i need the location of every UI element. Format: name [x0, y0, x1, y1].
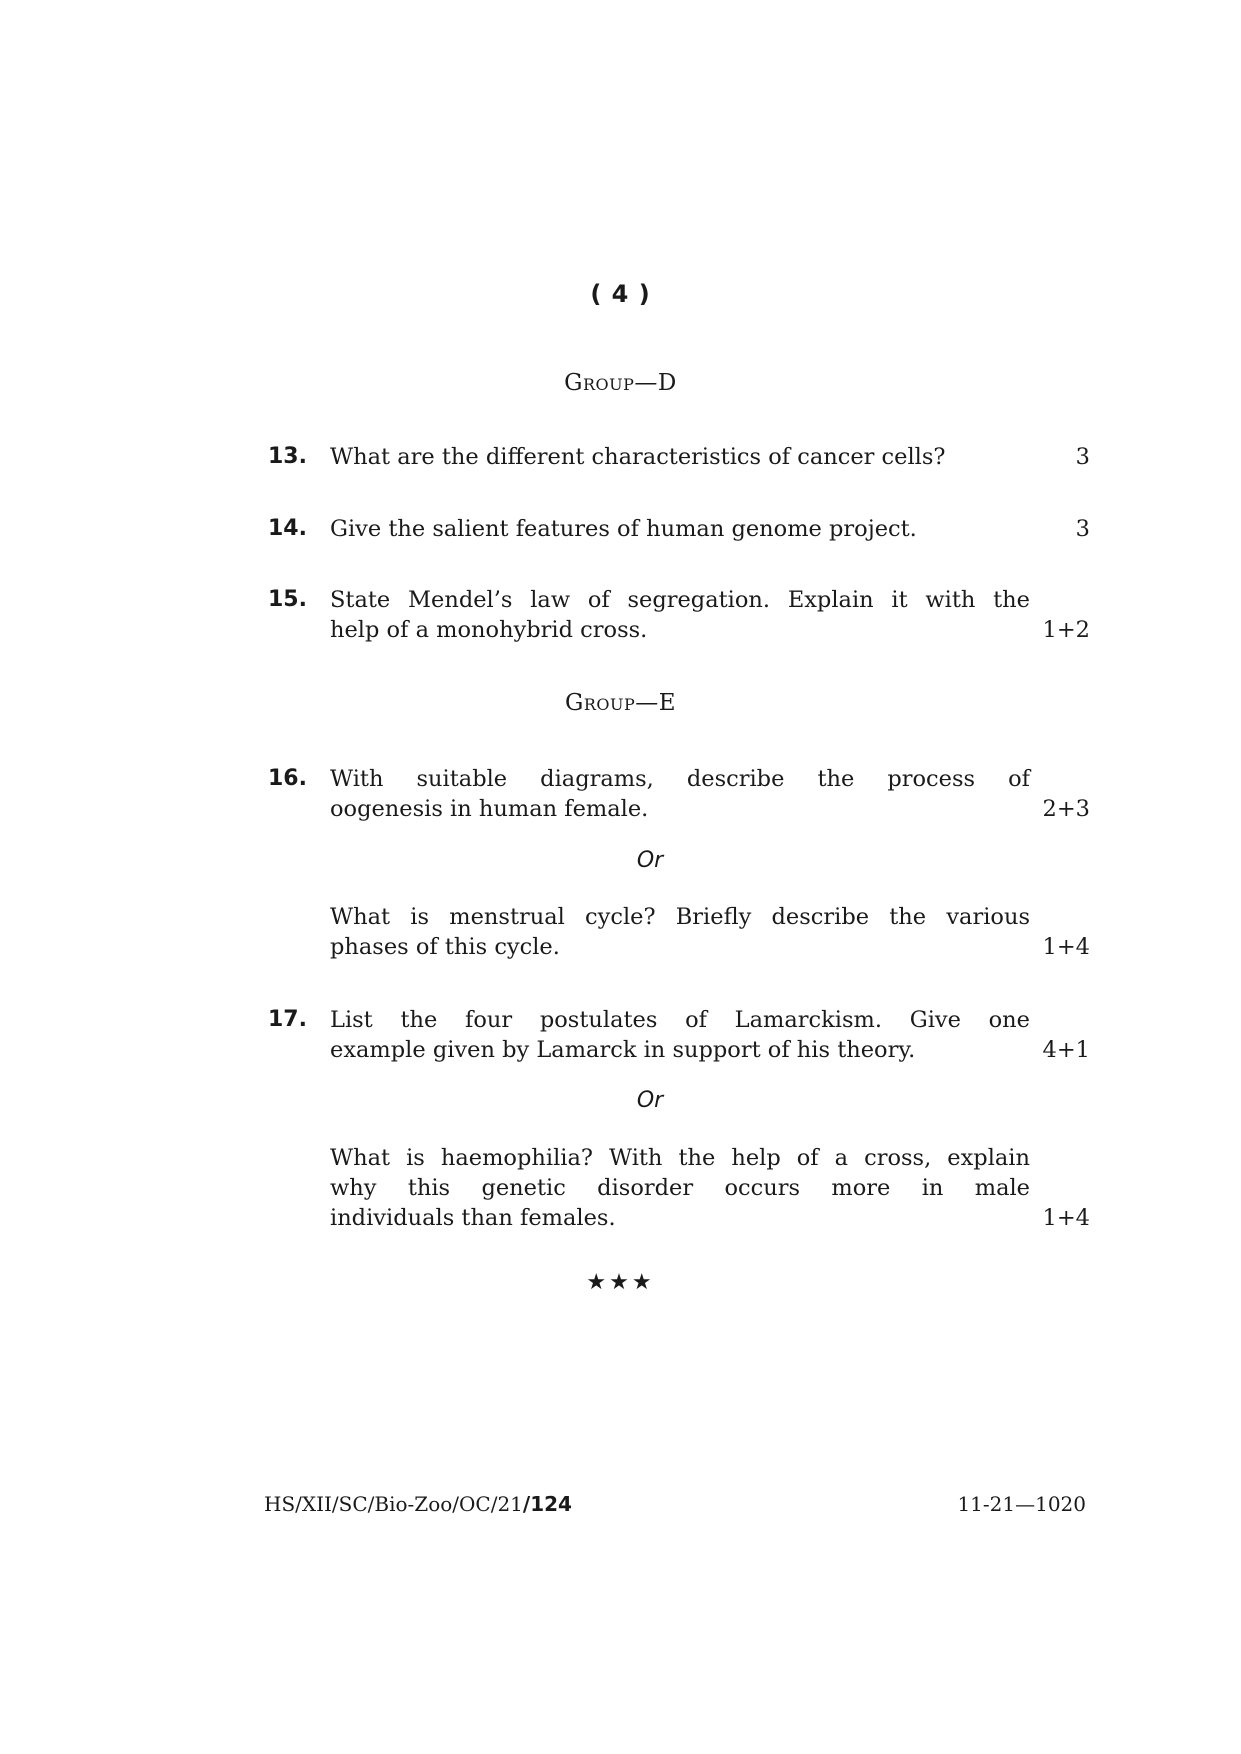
question-line: What is menstrual cycle? Briefly describe the various: [330, 904, 1030, 930]
footer-code-suffix: /124: [522, 1492, 572, 1516]
or-separator: Or: [636, 1088, 664, 1113]
question-text: [330, 442, 1030, 472]
group-d-heading: Group—D: [564, 370, 677, 396]
question-text: [330, 902, 1030, 962]
question-text: [330, 1143, 1030, 1233]
question-text: [330, 1005, 1030, 1065]
or-separator: Or: [636, 848, 664, 873]
question-text: [330, 514, 1030, 544]
question-number: 14.: [268, 516, 307, 541]
question-marks: 2+3: [1042, 796, 1090, 822]
question-line: With suitable diagrams, describe the process of: [330, 766, 1030, 792]
question-marks: 3: [1075, 516, 1090, 542]
question-text: [330, 764, 1030, 824]
question-line: State Mendel’s law of segregation. Explain it with the: [330, 587, 1030, 613]
question-line: help of a monohybrid cross.: [330, 617, 648, 643]
footer-print-code: 11-21—1020: [957, 1492, 1086, 1516]
question-line: What is haemophilia? With the help of a cross, explain: [330, 1145, 1030, 1171]
question-marks: 1+4: [1042, 1205, 1090, 1231]
question-marks: 1+2: [1042, 617, 1090, 643]
question-marks: 4+1: [1042, 1037, 1090, 1063]
footer-paper-code: [264, 1492, 572, 1516]
question-line: List the four postulates of Lamarckism. Give one: [330, 1007, 1030, 1033]
group-e-heading: Group—E: [564, 690, 677, 716]
question-line: why this genetic disorder occurs more in male: [330, 1175, 1030, 1201]
footer-code-prefix: HS/XII/SC/Bio-Zoo/OC/21: [264, 1492, 523, 1516]
question-number: 16.: [268, 766, 307, 791]
question-marks: 3: [1075, 444, 1090, 470]
question-line: What are the different characteristics of cancer cells?: [330, 444, 946, 470]
question-line: oogenesis in human female.: [330, 796, 649, 822]
question-line: individuals than females.: [330, 1205, 616, 1231]
question-number: 15.: [268, 587, 307, 612]
question-number: 17.: [268, 1007, 307, 1032]
question-marks: 1+4: [1042, 934, 1090, 960]
page-number: ( 4 ): [590, 280, 651, 308]
question-line: example given by Lamarck in support of his theory.: [330, 1037, 916, 1063]
question-number: 13.: [268, 444, 307, 469]
question-line: Give the salient features of human genome project.: [330, 516, 917, 542]
question-line: phases of this cycle.: [330, 934, 560, 960]
question-text: [330, 585, 1030, 645]
end-stars: ★★★: [586, 1270, 655, 1295]
